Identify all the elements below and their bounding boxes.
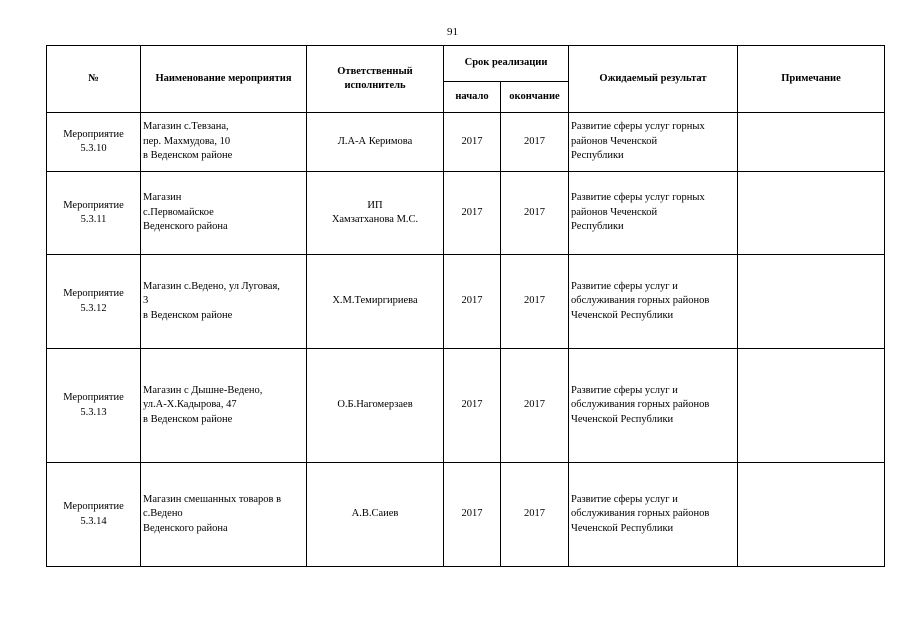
table-row bbox=[47, 349, 885, 463]
cell-responsible: ИП Хамзатханова М.С. bbox=[307, 172, 444, 255]
cell-no: Мероприятие 5.3.14 bbox=[47, 463, 141, 567]
cell-result: Развитие сферы услуг горных районов Чеченской Республики bbox=[569, 172, 738, 255]
activities-table bbox=[46, 45, 885, 567]
cell-note bbox=[738, 172, 885, 255]
header-note: Примечание bbox=[738, 46, 885, 113]
cell-responsible: О.Б.Нагомерзаев bbox=[307, 349, 444, 463]
table-header bbox=[47, 46, 885, 113]
cell-end: 2017 bbox=[501, 349, 569, 463]
cell-result: Развитие сферы услуг и обслуживания горных районов Чеченской Республики bbox=[569, 349, 738, 463]
cell-note bbox=[738, 255, 885, 349]
cell-start: 2017 bbox=[444, 113, 501, 172]
table-row bbox=[47, 255, 885, 349]
cell-name: Магазин с.Первомайское Веденского района bbox=[141, 172, 307, 255]
cell-end: 2017 bbox=[501, 463, 569, 567]
cell-result: Развитие сферы услуг и обслуживания горных районов Чеченской Республики bbox=[569, 463, 738, 567]
cell-no: Мероприятие 5.3.10 bbox=[47, 113, 141, 172]
cell-responsible: Х.М.Темиргириева bbox=[307, 255, 444, 349]
cell-no: Мероприятие 5.3.13 bbox=[47, 349, 141, 463]
cell-end: 2017 bbox=[501, 172, 569, 255]
cell-end: 2017 bbox=[501, 113, 569, 172]
header-responsible: Ответственный исполнитель bbox=[307, 46, 444, 113]
header-result: Ожидаемый результат bbox=[569, 46, 738, 113]
cell-no: Мероприятие 5.3.12 bbox=[47, 255, 141, 349]
cell-note bbox=[738, 113, 885, 172]
table-row bbox=[47, 172, 885, 255]
cell-result: Развитие сферы услуг и обслуживания горных районов Чеченской Республики bbox=[569, 255, 738, 349]
cell-responsible: А.В.Саиев bbox=[307, 463, 444, 567]
header-name: Наименование мероприятия bbox=[141, 46, 307, 113]
header-end: окончание bbox=[501, 82, 569, 113]
table-body bbox=[47, 113, 885, 567]
cell-start: 2017 bbox=[444, 172, 501, 255]
header-row-1 bbox=[47, 46, 885, 82]
cell-name: Магазин с.Тевзана, пер. Махмудова, 10 в Веденском районе bbox=[141, 113, 307, 172]
cell-end: 2017 bbox=[501, 255, 569, 349]
page-number: 91 bbox=[447, 26, 458, 38]
cell-no: Мероприятие 5.3.11 bbox=[47, 172, 141, 255]
cell-responsible: Л.А-А Керимова bbox=[307, 113, 444, 172]
header-period: Срок реализации bbox=[444, 46, 569, 82]
table-row bbox=[47, 463, 885, 567]
table-row bbox=[47, 113, 885, 172]
cell-result: Развитие сферы услуг горных районов Чеченской Республики bbox=[569, 113, 738, 172]
cell-start: 2017 bbox=[444, 349, 501, 463]
cell-name: Магазин с.Ведено, ул Луговая, 3 в Веденском районе bbox=[141, 255, 307, 349]
header-start: начало bbox=[444, 82, 501, 113]
cell-start: 2017 bbox=[444, 255, 501, 349]
cell-note bbox=[738, 349, 885, 463]
cell-name: Магазин с Дышне-Ведено, ул.А-Х.Кадырова, 47 в Веденском районе bbox=[141, 349, 307, 463]
cell-note bbox=[738, 463, 885, 567]
cell-start: 2017 bbox=[444, 463, 501, 567]
header-no: № bbox=[47, 46, 141, 113]
cell-name: Магазин смешанных товаров в с.Ведено Веденского района bbox=[141, 463, 307, 567]
